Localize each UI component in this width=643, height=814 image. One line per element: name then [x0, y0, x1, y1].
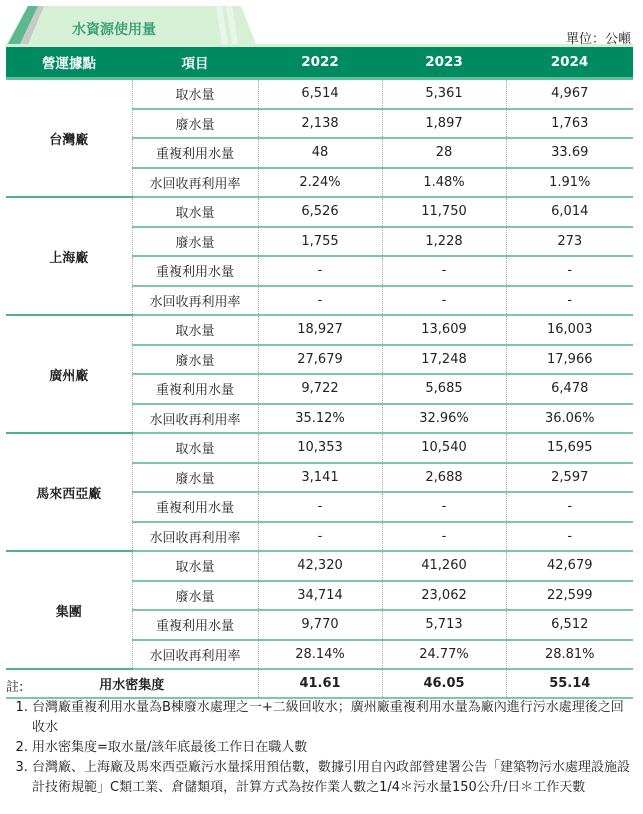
item-label: 廢水量: [132, 463, 258, 493]
site-name: 台灣廠: [6, 79, 132, 198]
value-cell: 1,755: [258, 227, 382, 257]
item-label: 廢水量: [132, 345, 258, 375]
item-label: 廢水量: [132, 109, 258, 139]
notes-heading: 註:: [6, 680, 24, 695]
intensity-value: 46.05: [382, 669, 506, 698]
value-cell: 42,679: [506, 551, 633, 581]
item-label: 取水量: [132, 551, 258, 581]
header-row: [6, 47, 633, 79]
value-cell: 42,320: [258, 551, 382, 581]
item-label: 重複利用水量: [132, 374, 258, 404]
value-cell: -: [258, 522, 382, 552]
table-row: [6, 315, 633, 345]
value-cell: 34,714: [258, 581, 382, 611]
notes: [6, 678, 636, 798]
table-row: [6, 197, 633, 227]
item-label: 取水量: [132, 197, 258, 227]
item-label: 取水量: [132, 433, 258, 463]
value-cell: 17,248: [382, 345, 506, 375]
item-label: 水回收再利用率: [132, 404, 258, 434]
value-cell: 3,141: [258, 463, 382, 493]
value-cell: 32.96%: [382, 404, 506, 434]
value-cell: 27,679: [258, 345, 382, 375]
value-cell: 2,138: [258, 109, 382, 139]
value-cell: 6,014: [506, 197, 633, 227]
site-name: 集團: [6, 551, 132, 669]
value-cell: 10,353: [258, 433, 382, 463]
item-label: 水回收再利用率: [132, 640, 258, 670]
section-tab: [6, 6, 206, 44]
value-cell: -: [382, 492, 506, 522]
item-label: 水回收再利用率: [132, 168, 258, 198]
value-cell: -: [258, 256, 382, 286]
header-2024: 2024: [506, 47, 633, 79]
item-label: 重複利用水量: [132, 138, 258, 168]
value-cell: 2,597: [506, 463, 633, 493]
table-row: [6, 433, 633, 463]
note-item: 3. 台灣廠、上海廠及馬來西亞廠污水量採用預估數，數據引用自內政部營建署公告「建築物污水處理設施設計技術規範」C類工業、倉儲類項，計算方式為按作業人數之1/4＊污水量150公升/日＊工作天數: [32, 758, 636, 798]
value-cell: 28: [382, 138, 506, 168]
value-cell: 9,722: [258, 374, 382, 404]
header-item: 項目: [132, 47, 258, 79]
value-cell: 36.06%: [506, 404, 633, 434]
value-cell: 15,695: [506, 433, 633, 463]
value-cell: 1,897: [382, 109, 506, 139]
value-cell: 1,228: [382, 227, 506, 257]
item-label: 重複利用水量: [132, 492, 258, 522]
unit-label: 單位：公噸: [565, 32, 631, 47]
value-cell: -: [506, 256, 633, 286]
value-cell: 10,540: [382, 433, 506, 463]
value-cell: -: [506, 522, 633, 552]
item-label: 重複利用水量: [132, 610, 258, 640]
value-cell: 48: [258, 138, 382, 168]
note-item: 2. 用水密集度=取水量/該年底最後工作日在職人數: [32, 738, 636, 758]
item-label: 水回收再利用率: [132, 286, 258, 316]
intensity-value: 55.14: [506, 669, 633, 698]
value-cell: 6,478: [506, 374, 633, 404]
value-cell: -: [382, 522, 506, 552]
table-row: [6, 551, 633, 581]
value-cell: 5,713: [382, 610, 506, 640]
item-label: 廢水量: [132, 581, 258, 611]
value-cell: 2.24%: [258, 168, 382, 198]
intensity-label: 用水密集度: [6, 669, 258, 698]
value-cell: 17,966: [506, 345, 633, 375]
header-site: 營運據點: [6, 47, 132, 79]
value-cell: 1.91%: [506, 168, 633, 198]
value-cell: 28.14%: [258, 640, 382, 670]
section-title: 水資源使用量: [72, 22, 156, 38]
value-cell: -: [258, 492, 382, 522]
value-cell: 5,685: [382, 374, 506, 404]
value-cell: 6,526: [258, 197, 382, 227]
value-cell: 11,750: [382, 197, 506, 227]
intensity-value: 41.61: [258, 669, 382, 698]
header-2022: 2022: [258, 47, 382, 79]
value-cell: 4,967: [506, 79, 633, 109]
value-cell: -: [506, 492, 633, 522]
value-cell: -: [258, 286, 382, 316]
value-cell: 5,361: [382, 79, 506, 109]
item-label: 水回收再利用率: [132, 522, 258, 552]
value-cell: 33.69: [506, 138, 633, 168]
site-name: 廣州廠: [6, 315, 132, 433]
value-cell: 24.77%: [382, 640, 506, 670]
item-label: 取水量: [132, 79, 258, 109]
value-cell: 13,609: [382, 315, 506, 345]
value-cell: 273: [506, 227, 633, 257]
item-label: 取水量: [132, 315, 258, 345]
value-cell: 23,062: [382, 581, 506, 611]
table-row: [6, 79, 633, 109]
value-cell: 35.12%: [258, 404, 382, 434]
value-cell: 28.81%: [506, 640, 633, 670]
value-cell: 9,770: [258, 610, 382, 640]
site-name: 上海廠: [6, 197, 132, 315]
item-label: 廢水量: [132, 227, 258, 257]
value-cell: 6,512: [506, 610, 633, 640]
value-cell: 16,003: [506, 315, 633, 345]
value-cell: -: [506, 286, 633, 316]
header-2023: 2023: [382, 47, 506, 79]
value-cell: -: [382, 286, 506, 316]
note-item: 1. 台灣廠重複利用水量為B棟廢水處理之一+二級回收水；廣州廠重複利用水量為廠內進行污水處理後之回收水: [32, 698, 636, 738]
water-usage-table: [6, 47, 633, 699]
value-cell: 1,763: [506, 109, 633, 139]
value-cell: 1.48%: [382, 168, 506, 198]
site-name: 馬來西亞廠: [6, 433, 132, 551]
value-cell: 6,514: [258, 79, 382, 109]
value-cell: 22,599: [506, 581, 633, 611]
item-label: 重複利用水量: [132, 256, 258, 286]
value-cell: 2,688: [382, 463, 506, 493]
value-cell: -: [382, 256, 506, 286]
value-cell: 41,260: [382, 551, 506, 581]
value-cell: 18,927: [258, 315, 382, 345]
